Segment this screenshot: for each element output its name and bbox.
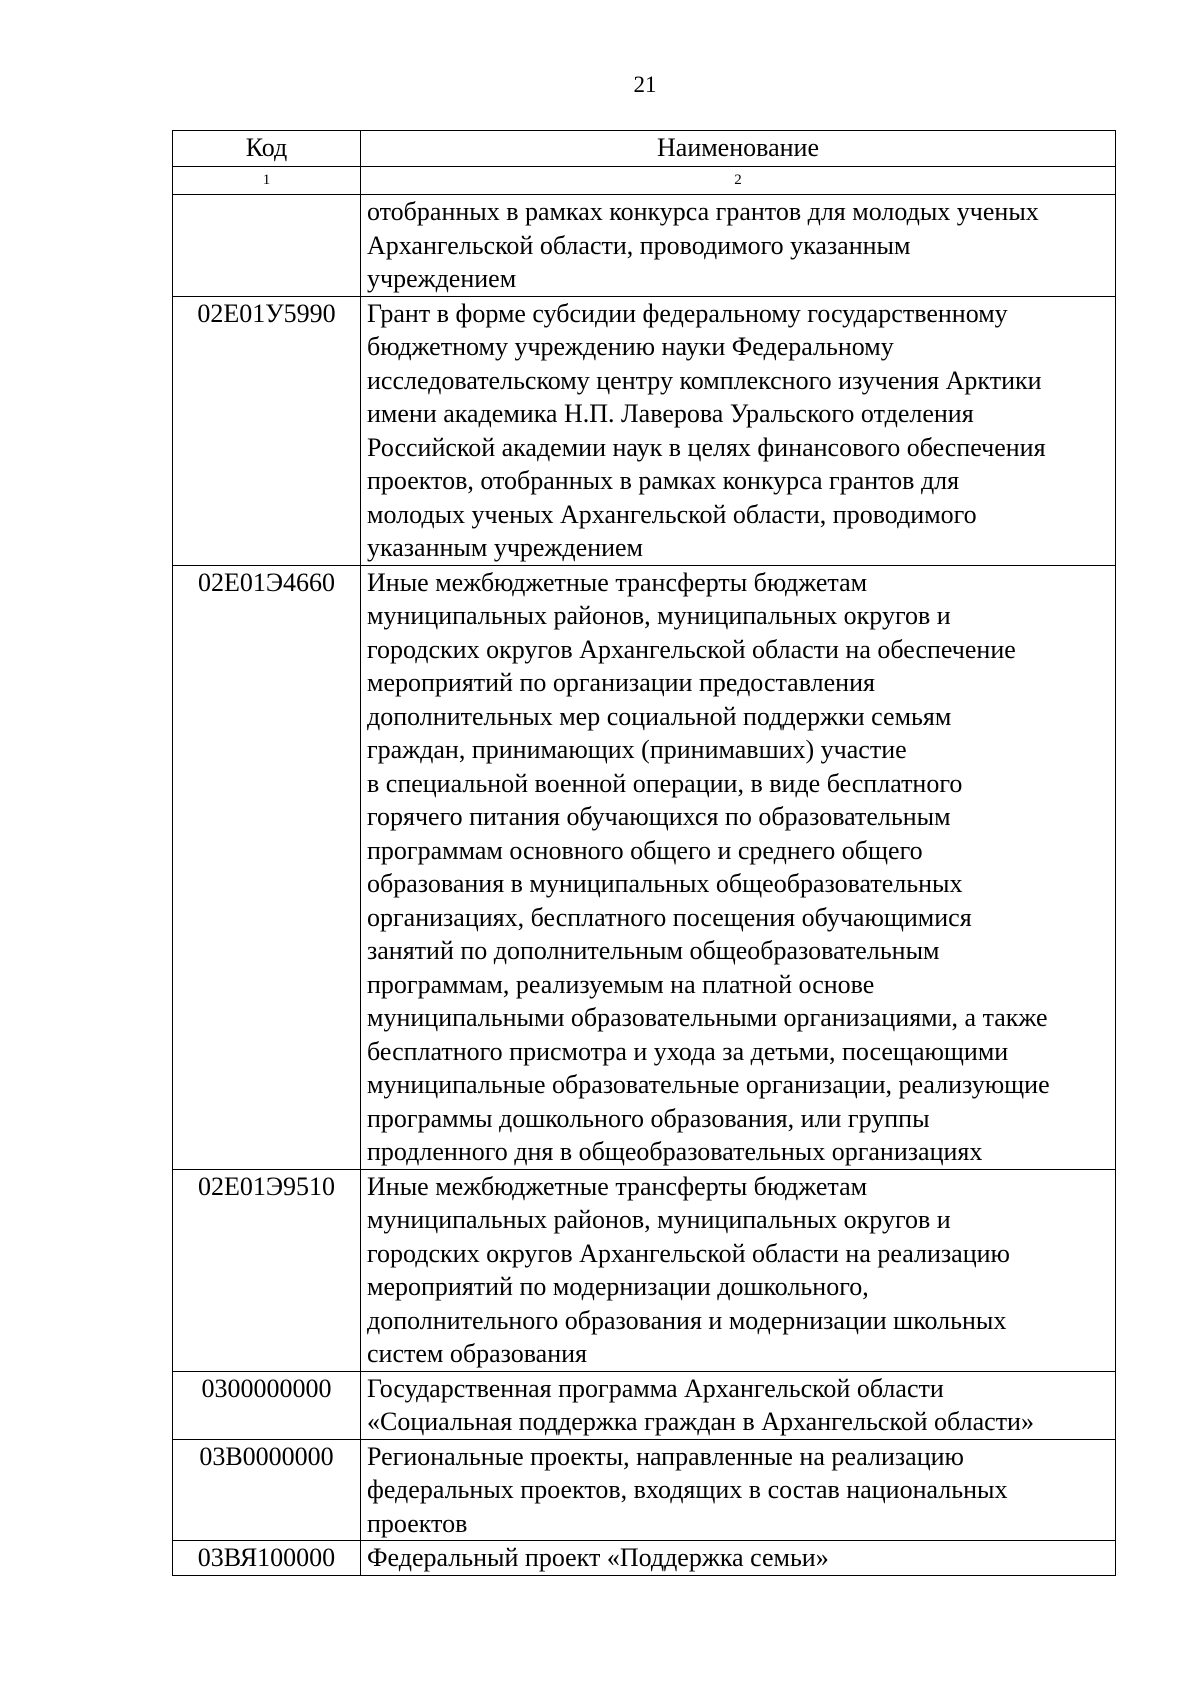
row-name: Иные межбюджетные трансферты бюджетам муниципальных районов, муниципальных округов и городских округов Архангельской области на обеспечение мероприятий по организации предоставления дополнительных мер социальной поддержки семьям граждан, принимающих (принимавших) участие в специальной военной операции, в виде бесплатного горячего питания обучающихся по образовательным программам основного общего и среднего общего образования в муниципальных общеобразовательных организациях, бесплатного посещения обучающимися занятий по дополнительным общеобразовательным программам, реализуемым на платной основе муниципальными образовательными организациями, а также бесплатного присмотра и ухода за детьми, посещающими муниципальные образовательные организации, реализующие программы дошкольного образования, или группы продленного дня в общеобразовательных организациях (361, 565, 1116, 1169)
table-row (173, 1371, 1116, 1439)
row-code (173, 195, 361, 297)
column-index-2: 2 (361, 167, 1116, 195)
budget-codes-table (172, 130, 1116, 1576)
row-code: 02Е01Э4660 (173, 565, 361, 1169)
column-index-1: 1 (173, 167, 361, 195)
table-row (173, 296, 1116, 565)
page-number: 21 (633, 72, 657, 97)
row-name: Региональные проекты, направленные на реализацию федеральных проектов, входящих в состав национальных проектов (361, 1439, 1116, 1541)
row-name: Иные межбюджетные трансферты бюджетам муниципальных районов, муниципальных округов и городских округов Архангельской области на реализацию мероприятий по модернизации дошкольного, дополнительного образования и модернизации школьных систем образования (361, 1169, 1116, 1371)
row-code: 03ВЯ100000 (173, 1541, 361, 1576)
table-header-row (173, 131, 1116, 167)
table-row (173, 1541, 1116, 1576)
header-code: Код (173, 131, 361, 167)
table-row (173, 195, 1116, 297)
row-code: 02Е01У5990 (173, 296, 361, 565)
row-code: 0300000000 (173, 1371, 361, 1439)
row-name: отобранных в рамках конкурса грантов для молодых ученых Архангельской области, проводимого указанным учреждением (361, 195, 1116, 297)
table-row (173, 1439, 1116, 1541)
header-name: Наименование (361, 131, 1116, 167)
row-name: Государственная программа Архангельской области «Социальная поддержка граждан в Архангельской области» (361, 1371, 1116, 1439)
row-name: Грант в форме субсидии федеральному государственному бюджетному учреждению науки Федеральному исследовательскому центру комплексного изучения Арктики имени академика Н.П. Лаверова Уральского отделения Российской академии наук в целях финансового обеспечения проектов, отобранных в рамках конкурса грантов для молодых ученых Архангельской области, проводимого указанным учреждением (361, 296, 1116, 565)
table-row (173, 565, 1116, 1169)
row-name: Федеральный проект «Поддержка семьи» (361, 1541, 1116, 1576)
row-code: 02Е01Э9510 (173, 1169, 361, 1371)
column-index-row (173, 167, 1116, 195)
row-code: 03В0000000 (173, 1439, 361, 1541)
table-row (173, 1169, 1116, 1371)
